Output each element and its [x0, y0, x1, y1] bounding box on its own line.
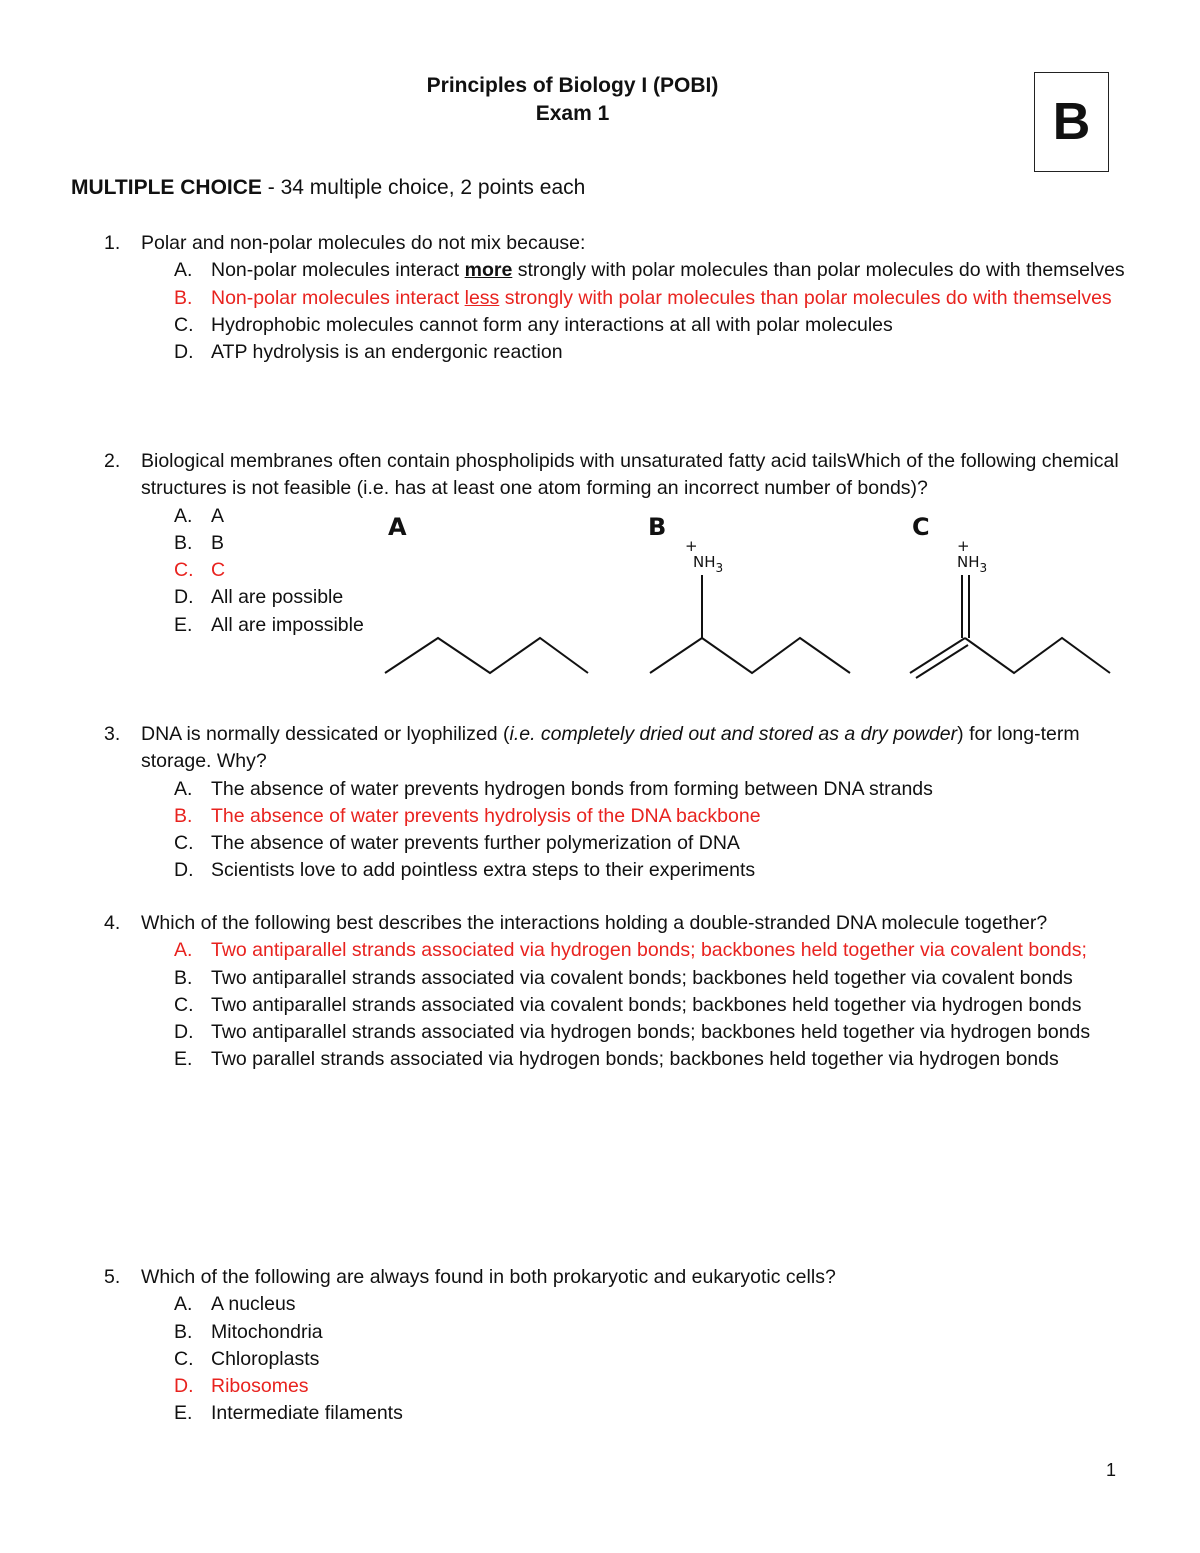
question-number: 4. — [104, 912, 121, 934]
course-title: Principles of Biology I (POBI) — [426, 74, 719, 97]
option-letter: B. — [174, 531, 193, 554]
option-letter: B. — [174, 286, 193, 309]
option-text: Two antiparallel strands associated via covalent bonds; backbones held together via covalent bonds — [211, 966, 1073, 989]
question-number: 1. — [104, 232, 121, 254]
option-a — [174, 257, 1134, 284]
question-4 — [104, 910, 1134, 1074]
option-text: C — [211, 559, 226, 582]
option-e — [174, 1400, 1134, 1427]
option-b — [174, 1319, 1134, 1346]
option-letter: C. — [174, 1347, 194, 1370]
option-text: ATP hydrolysis is an endergonic reaction — [211, 341, 563, 364]
option-text: Mitochondria — [211, 1320, 323, 1343]
option-text: Ribosomes — [211, 1375, 309, 1398]
option-letter: D. — [174, 1375, 194, 1398]
option-text-part: Non-polar molecules interact — [211, 259, 465, 282]
question-stem — [104, 1264, 1134, 1291]
emphasis-word: less — [464, 286, 500, 309]
structure-b — [648, 513, 850, 673]
question-5 — [104, 1264, 1134, 1428]
option-letter: B. — [174, 966, 193, 989]
option-letter: C. — [174, 559, 194, 582]
structure-c — [910, 513, 1110, 678]
option-a — [174, 1291, 1134, 1318]
option-b-correct — [174, 803, 1134, 830]
option-text: Two antiparallel strands associated via hydrogen bonds; backbones held together via hydrogen bonds — [211, 1021, 1091, 1044]
amine-subscript: 3 — [715, 561, 724, 575]
option-b — [174, 965, 1134, 992]
option-letter: A. — [174, 504, 193, 527]
amine-group-c — [957, 553, 987, 575]
option-letter: D. — [174, 586, 194, 609]
page-number: 1 — [1106, 1460, 1117, 1480]
option-e — [174, 1046, 1134, 1073]
option-letter: A. — [174, 259, 193, 282]
question-3 — [104, 721, 1134, 885]
option-text: Intermediate filaments — [211, 1402, 403, 1425]
section-heading — [71, 174, 585, 202]
option-text — [211, 285, 1134, 312]
question-stem — [104, 721, 1134, 776]
option-letter: D. — [174, 859, 194, 882]
question-stem — [104, 910, 1134, 937]
question-text-italic: i.e. completely dried out and stored as a dry powder — [509, 723, 958, 745]
option-text: Two parallel strands associated via hydrogen bonds; backbones held together via hydrogen bonds — [211, 1048, 1059, 1071]
question-number: 3. — [104, 723, 121, 745]
charge-symbol-b: + — [685, 537, 698, 555]
charge-symbol-c: + — [957, 537, 970, 555]
exam-version-box: B — [1034, 72, 1109, 172]
option-letter: A. — [174, 1293, 193, 1316]
option-text: A — [211, 504, 225, 527]
double-bond-line-3 — [910, 638, 965, 673]
option-text: All are impossible — [211, 613, 364, 636]
carbon-chain-b — [650, 638, 850, 673]
option-c — [174, 1346, 1134, 1373]
option-letter: C. — [174, 993, 194, 1016]
option-letter: E. — [174, 1048, 193, 1071]
structure-label-c: C — [912, 513, 930, 541]
option-letter: D. — [174, 341, 194, 364]
amine-label: NH — [957, 553, 980, 571]
option-text: A nucleus — [211, 1293, 296, 1316]
option-text: The absence of water prevents further polymerization of DNA — [211, 832, 740, 855]
option-letter: B. — [174, 1320, 193, 1343]
question-text: Which of the following are always found in both prokaryotic and eukaryotic cells? — [141, 1266, 836, 1288]
option-text: Two antiparallel strands associated via covalent bonds; backbones held together via hydrogen bonds — [211, 993, 1082, 1016]
option-d — [174, 339, 1134, 366]
answer-options — [104, 1291, 1134, 1427]
question-text-part: ) for long-term storage. Why? — [141, 723, 1080, 773]
option-a — [174, 776, 1134, 803]
answer-options — [104, 937, 1134, 1073]
structure-label-b: B — [648, 513, 667, 541]
page-title — [0, 72, 1145, 128]
option-text: Two antiparallel strands associated via hydrogen bonds; backbones held together via covalent bonds; — [211, 939, 1087, 962]
structure-a — [385, 513, 588, 673]
amine-group-b — [693, 553, 723, 575]
carbon-chain-a — [385, 638, 588, 673]
option-letter: C. — [174, 832, 194, 855]
option-d — [174, 1019, 1134, 1046]
option-letter: D. — [174, 1021, 194, 1044]
answer-options — [104, 776, 1134, 885]
emphasis-word: more — [464, 259, 513, 282]
question-number: 2. — [104, 450, 121, 472]
option-letter: B. — [174, 804, 193, 827]
carbon-chain-c — [965, 638, 1110, 673]
question-text — [141, 721, 1134, 776]
option-letter: E. — [174, 613, 193, 636]
question-number: 5. — [104, 1266, 121, 1288]
option-letter: C. — [174, 313, 194, 336]
option-text: Hydrophobic molecules cannot form any interactions at all with polar molecules — [211, 313, 893, 336]
chemical-structures-figure — [380, 505, 1120, 690]
question-1 — [104, 230, 1134, 366]
option-b-correct — [174, 285, 1134, 312]
option-text-part: strongly with polar molecules than polar molecules do with themselves — [499, 286, 1112, 309]
question-stem — [104, 230, 1134, 257]
section-description: - 34 multiple choice, 2 points each — [261, 176, 586, 199]
exam-title: Exam 1 — [535, 102, 610, 125]
amine-label: NH — [693, 553, 716, 571]
option-letter: A. — [174, 777, 193, 800]
question-text: Polar and non-polar molecules do not mix because: — [141, 232, 586, 254]
option-letter: A. — [174, 939, 193, 962]
double-bond-line-4 — [916, 645, 968, 678]
question-stem — [104, 448, 1134, 503]
option-letter: E. — [174, 1402, 193, 1425]
option-c — [174, 830, 1134, 857]
option-text: The absence of water prevents hydrogen bonds from forming between DNA strands — [211, 777, 933, 800]
option-text: Scientists love to add pointless extra steps to their experiments — [211, 859, 756, 882]
option-d-correct — [174, 1373, 1134, 1400]
question-text-part: DNA is normally dessicated or lyophilized ( — [141, 723, 510, 745]
section-label: MULTIPLE CHOICE — [71, 176, 262, 199]
option-text: The absence of water prevents hydrolysis of the DNA backbone — [211, 804, 761, 827]
option-c — [174, 992, 1134, 1019]
option-a-correct — [174, 937, 1134, 964]
option-text: Chloroplasts — [211, 1347, 320, 1370]
option-text: B — [211, 531, 225, 554]
option-text-part: strongly with polar molecules than polar molecules do with themselves — [512, 259, 1125, 282]
option-text — [211, 257, 1134, 284]
option-d — [174, 857, 1134, 884]
structure-label-a: A — [388, 513, 407, 541]
answer-options — [104, 257, 1134, 366]
question-text: Which of the following best describes the interactions holding a double-stranded DNA molecule together? — [141, 912, 1048, 934]
option-c — [174, 312, 1134, 339]
question-text: Biological membranes often contain phospholipids with unsaturated fatty acid tailsWhich of the following chemical structures is not feasible (i.e. has at least one atom forming an incorrect number of bonds)? — [141, 450, 1119, 500]
option-text: All are possible — [211, 586, 344, 609]
amine-subscript: 3 — [979, 561, 988, 575]
option-text-part: Non-polar molecules interact — [211, 286, 465, 309]
